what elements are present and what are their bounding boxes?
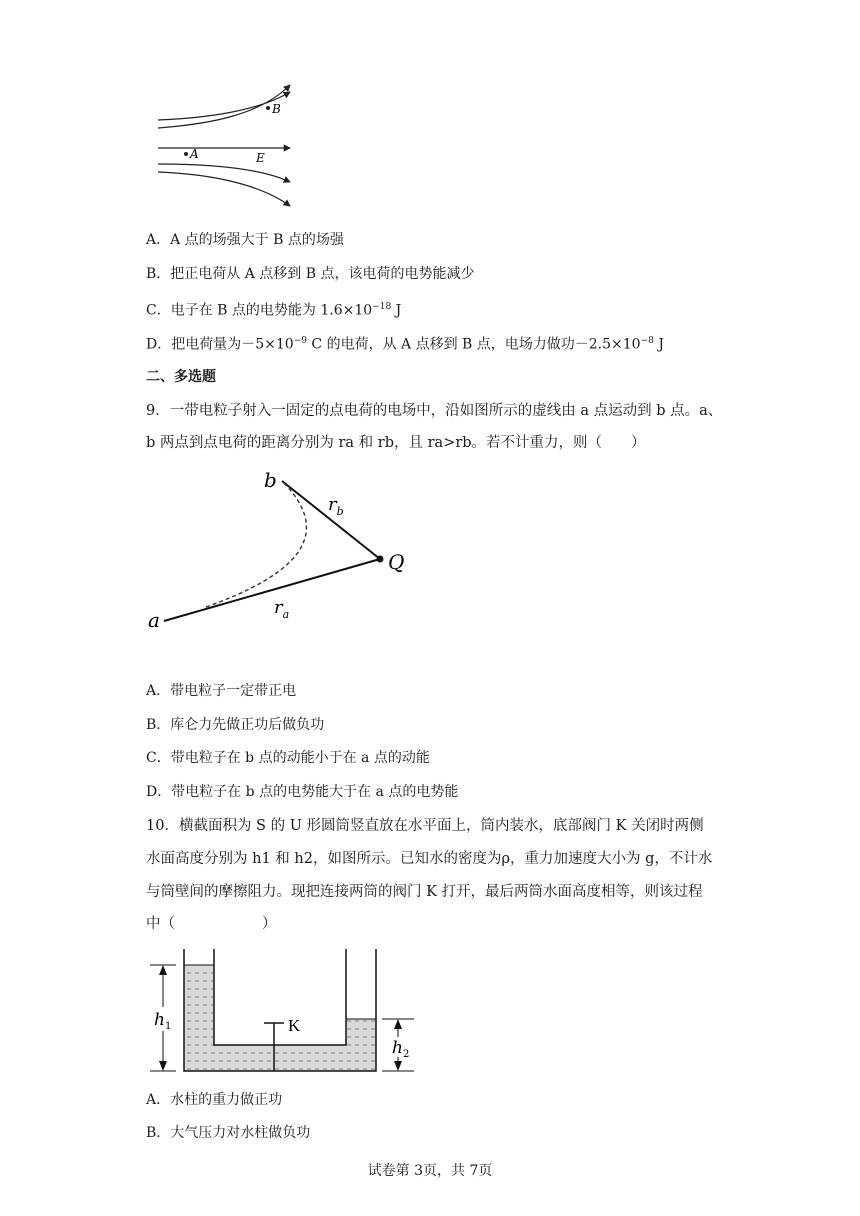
line-ra (164, 559, 380, 621)
label-point-b: b (264, 468, 277, 492)
water-connector (214, 1045, 346, 1071)
q9-option-d: D．带电粒子在 b 点的电势能大于在 a 点的电势能 (146, 784, 459, 800)
label-q: Q (388, 550, 405, 574)
field-line (158, 92, 290, 120)
u-tube-figure (146, 945, 426, 1080)
q9-line-1: 9．一带电粒子射入一固定的点电荷的电场中，沿如图所示的虚线由 a 点运动到 b 点。a、 (146, 403, 723, 419)
label-h2-sub: 2 (402, 1049, 410, 1060)
label-ra-sub: a (282, 608, 290, 621)
q9-option-a: A．带电粒子一定带正电 (146, 683, 297, 699)
q8-option-d-suffix: J (653, 336, 664, 353)
field-line (158, 172, 290, 206)
svg-text:ra (274, 597, 289, 621)
water-right (346, 1019, 376, 1071)
field-line (158, 85, 290, 128)
label-h1: h (154, 1010, 165, 1030)
q8-option-d-mid: C 的电荷，从 A 点移到 B 点，电场力做功－2.5×10 (306, 336, 641, 353)
trajectory-dashed (206, 481, 306, 607)
q8-option-d-exp2: −8 (640, 336, 654, 346)
q10-line-4: 中（ ） (146, 916, 277, 932)
point-a-dot (184, 152, 188, 156)
q8-option-c (146, 297, 401, 321)
page-footer: 试卷第 3页，共 7页 (367, 1163, 493, 1179)
q10-option-b: B．大气压力对水柱做负功 (146, 1125, 311, 1141)
q8-option-c-suffix: J (391, 302, 402, 319)
q8-option-d-prefix: D．把电荷量为－5×10 (146, 336, 294, 353)
line-rb (282, 481, 380, 559)
label-rb-sub: b (336, 505, 344, 518)
coulomb-trajectory-figure (146, 465, 426, 635)
q9-line-2: b 两点到点电荷的距离分别为 ra 和 rb，且 ra>rb。若不计重力，则（ ） (146, 435, 646, 451)
q10-line-2: 水面高度分别为 h1 和 h2，如图所示。已知水的密度为ρ，重力加速度大小为 g，不计水 (146, 851, 713, 867)
q8-option-c-prefix: C．电子在 B 点的电势能为 1.6×10 (146, 302, 373, 319)
svg-text:rb (328, 494, 344, 518)
charge-q-dot (377, 556, 384, 563)
section-title: 二、多选题 (146, 369, 216, 385)
tube-inner (214, 949, 346, 1045)
label-ra: r (274, 597, 283, 618)
point-b-dot (266, 106, 270, 110)
q8-option-a: A．A 点的场强大于 B 点的场强 (146, 232, 344, 248)
label-b: B (272, 102, 281, 116)
q8-option-b: B．把正电荷从 A 点移到 B 点，该电荷的电势能减少 (146, 266, 475, 282)
label-h1-sub: 1 (164, 1021, 172, 1032)
q9-option-b: B．库仑力先做正功后做负功 (146, 717, 325, 733)
label-e: E (256, 151, 265, 165)
q8-option-d-exp1: −9 (293, 336, 307, 346)
q9-option-c: C．带电粒子在 b 点的动能小于在 a 点的动能 (146, 750, 430, 766)
electric-field-figure (150, 80, 300, 210)
label-point-a: a (148, 608, 160, 632)
q10-line-3: 与筒壁间的摩擦阻力。现把连接两筒的阀门 K 打开，最后两筒水面高度相等，则该过程 (146, 884, 703, 900)
label-a: A (190, 147, 199, 161)
water-left (184, 965, 214, 1045)
q10-option-a: A．水柱的重力做正功 (146, 1092, 283, 1108)
label-k: K (288, 1016, 301, 1035)
label-h2: h (392, 1038, 403, 1058)
q8-option-d (146, 331, 664, 355)
q10-line-1: 10．横截面积为 S 的 U 形圆筒竖直放在水平面上，筒内装水，底部阀门 K 关闭时两侧 (146, 818, 704, 834)
q8-option-c-exp: −18 (372, 302, 392, 312)
label-rb: r (328, 494, 337, 515)
